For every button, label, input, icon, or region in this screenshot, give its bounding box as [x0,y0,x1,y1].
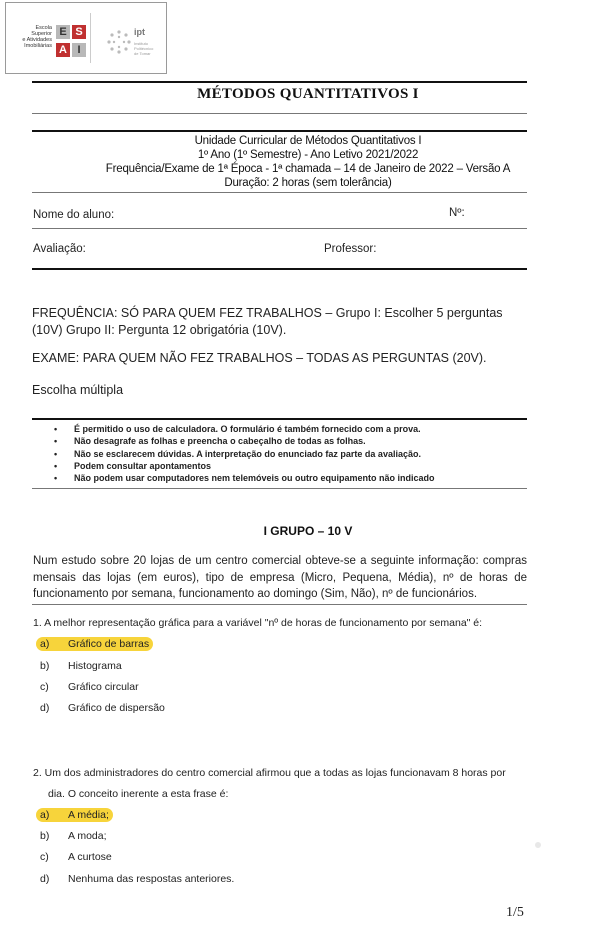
exam-info: Frequência/Exame de 1ª Época - 1ª chamada – 14 de Janeiro de 2022 – Versão A [105,163,511,175]
option-text: A média; [68,809,109,821]
rule-text: Não desagrafe as folhas e preencha o cabeçalho de todas as folhas. [74,436,366,447]
rule-item [54,436,514,448]
multiple-choice-label: Escolha múltipla [32,383,124,397]
bullet-icon: • [54,448,58,459]
rule-item [54,473,514,485]
esai-text-line: e Atividades [22,37,52,43]
esai-text-line: Superior [31,31,52,37]
ipt-logo-text: ipt [134,27,145,37]
option-letter: a) [40,809,50,821]
rule-text: Não se esclarecem dúvidas. A interpretação do enunciado faz parte da avaliação. [74,448,421,459]
option-letter: d) [40,873,50,885]
professor-label: Professor: [324,243,377,255]
answer-highlight [36,637,153,651]
question-2-option-d[interactable] [40,873,234,885]
option-text: Nenhuma das respostas anteriores. [68,873,235,885]
rule-text: Podem consultar apontamentos [74,460,212,471]
title-bottom-rule [32,113,527,114]
group-heading: I GRUPO – 10 V [263,524,353,538]
esai-text-line: Escola [35,25,52,31]
esai-logo-text [8,25,52,49]
esai-letter-s: S [72,25,86,39]
option-letter: b) [40,830,50,842]
option-text: A moda; [68,830,107,842]
exame-instructions: EXAME: PARA QUEM NÃO FEZ TRABALHOS – TODAS AS PERGUNTAS (20V). [32,351,487,365]
bullet-icon: • [54,473,58,484]
grade-label: Avaliação: [33,243,86,255]
page-number: 1/5 [506,905,524,920]
question-1-option-b[interactable] [40,660,122,672]
rules-bottom-rule [32,488,527,489]
rule-item [54,449,514,461]
option-letter: b) [40,660,50,672]
title-top-rule [32,81,527,83]
name-field-line[interactable] [32,228,527,229]
option-text: Gráfico de barras [68,638,150,650]
header-bottom-rule [32,192,527,193]
ipt-subtext-line: Instituto [134,41,149,46]
question-1-text: 1. A melhor representação gráfica para a variável "nº de horas de funcionamento por semana" é: [33,617,483,629]
option-letter: a) [40,638,50,650]
bullet-icon: • [54,424,58,434]
course-year: 1º Ano (1º Semestre) - Ano Letivo 2021/2022 [197,149,419,161]
rule-text: Não podem usar computadores nem telemóveis ou outro equipamento não indicado [74,473,435,484]
esai-letter-i: I [72,43,86,57]
student-number-label: Nº: [449,207,465,219]
question-1-option-c[interactable] [40,681,139,693]
rule-text: É permitido o uso de calculadora. O formulário é também fornecido com a prova. [74,424,421,434]
option-text: Histograma [68,660,122,672]
document-title: MÉTODOS QUANTITATIVOS I [197,86,419,102]
rule-item [54,424,514,436]
question-2-text-continued: dia. O conceito inerente a esta frase é: [48,788,229,800]
esai-text-line: Imobiliárias [24,43,52,49]
logo-box [5,2,167,74]
exam-rules-list [54,424,514,485]
ipt-logo-subtext [134,41,164,56]
scan-speck [535,842,541,848]
question-2-option-c[interactable] [40,851,112,863]
question-2-option-b[interactable] [40,830,107,842]
bullet-icon: • [54,436,58,447]
logo-divider [90,13,91,63]
question-1-option-a[interactable] [40,638,153,650]
esai-letter-e: E [56,25,70,39]
student-name-label: Nome do aluno: [33,209,115,221]
option-text: A curtose [68,851,112,863]
option-letter: c) [40,851,49,863]
ipt-logo-icon [106,29,132,55]
header-top-rule [32,130,527,132]
rules-top-rule [32,418,527,420]
ipt-subtext-line: de Tomar [134,51,151,56]
intro-bottom-rule [32,604,527,605]
ipt-subtext-line: Politécnico [134,46,154,51]
course-name: Unidade Curricular de Métodos Quantitativos I [194,135,422,147]
esai-letter-a: A [56,43,70,57]
option-letter: d) [40,702,50,714]
question-1-option-d[interactable] [40,702,165,714]
frequencia-instructions: FREQUÊNCIA: SÓ PARA QUEM FEZ TRABALHOS – Grupo I: Escolher 5 perguntas (10V) Grupo II: Pergunta 12 obrigatória (10V). [32,306,503,337]
question-2-option-a[interactable] [40,809,113,821]
option-text: Gráfico de dispersão [68,702,165,714]
study-intro: Num estudo sobre 20 lojas de um centro comercial obteve-se a seguinte informação: compras mensais das lojas (em euros), tipo de empresa (Micro, Pequena, Média), nº de horas de funcionamento por semana, funcionamento ao domingo (Sim, Não), nº de funcionários. [33,555,527,600]
exam-duration: Duração: 2 horas (sem tolerância) [224,177,392,189]
fields-bottom-rule [32,268,527,270]
question-2-text: 2. Um dos administradores do centro comercial afirmou que a todas as lojas funcionavam 8 horas por [33,767,506,779]
rule-item [54,461,514,473]
bullet-icon: • [54,460,58,471]
option-text: Gráfico circular [68,681,139,693]
answer-highlight [36,808,113,822]
option-letter: c) [40,681,49,693]
